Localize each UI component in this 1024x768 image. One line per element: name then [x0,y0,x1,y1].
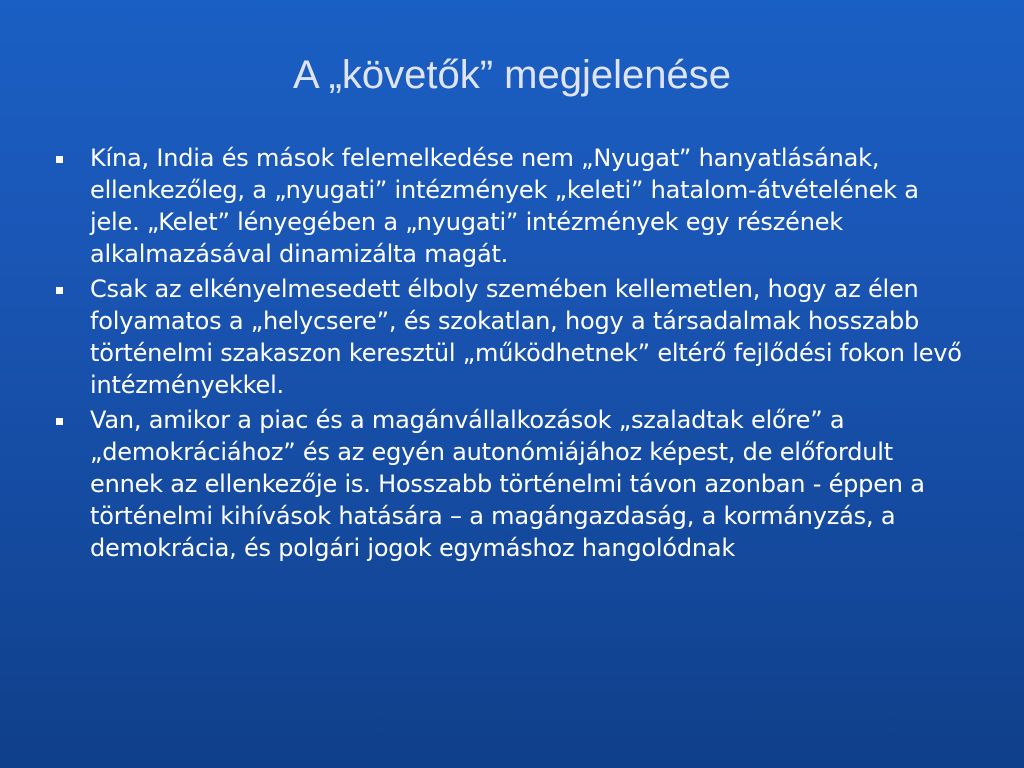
bullet-list [50,142,970,567]
square-bullet-icon [56,156,63,163]
bullet-text: Csak az elkényelmesedett élboly szemében kellemetlen, hogy az élen folyamatos a „helycsere”, és szokatlan, hogy a társadalmak hosszabb történelmi szakaszon keresztül „működhetnek” eltérő fejlődési fokon levő intézményekkel. [90,275,962,399]
slide-title: A „követők” megjelenése [292,53,731,97]
bullet-item [50,273,970,401]
bullet-text: Van, amikor a piac és a magánvállalkozások „szaladtak előre” a „demokráciához” és az egyén autonómiájához képest, de előfordult ennek az ellenkezője is. Hosszabb történelmi távon azonban - éppen a történelmi kihívások hatására – a magángazdaság, a kormányzás, a demokrácia, és polgári jogok egymáshoz hangolódnak [90,406,925,562]
square-bullet-icon [56,287,63,294]
square-bullet-icon [56,418,63,425]
bullet-text: Kína, India és mások felemelkedése nem „Nyugat” hanyatlásának, ellenkezőleg, a „nyugati” intézmények „keleti” hatalom-átvételének a jele. „Kelet” lényegében a „nyugati” intézmények egy részének alkalmazásával dinamizálta magát. [90,144,919,268]
bullet-item [50,404,970,564]
bullet-item [50,142,970,270]
